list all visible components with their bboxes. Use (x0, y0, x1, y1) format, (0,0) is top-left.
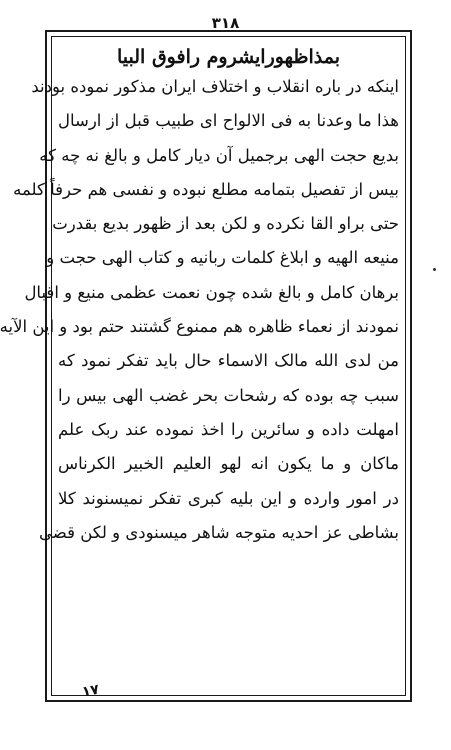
text-block (0, 70, 399, 550)
text-line: نمودند از نعماء ظاهره هم ممنوع گشتند حتم بود و این الآیه (0, 317, 399, 337)
text-line: اینکه در باره انقلاب و اختلاف ایران مذکور نموده بودند (31, 77, 399, 96)
page-number: ۳۱۸ (211, 14, 240, 32)
text-line: منیعه الهیه و ابلاغ کلمات ربانیه و کتاب الهی حجت و (46, 248, 399, 268)
text-line: هذا ما وعدنا به فی الالواح ای طبیب قبل از ارسال (58, 111, 399, 131)
text-line: بدیع حجت الهی برجمیل آن دیار کامل و بالغ نه چه که (39, 145, 399, 165)
section-heading: بمذاظهورايشروم رافوق البيا (117, 46, 340, 68)
text-line: امهلت داده و سائرین را اخذ نموده عند ربک علم (58, 419, 399, 439)
margin-dot (433, 268, 436, 271)
text-line: بیس از تفصیل بتمامه مطلع نبوده و نفسی هم حرفاً کلمه (13, 179, 399, 199)
text-line: ماکان و ما یکون انه لهو العلیم الخبیر الکرناس (58, 454, 399, 474)
text-line: سبب چه بوده که رشحات بحر غضب الهی بیس را (58, 385, 399, 405)
text-line: من لدی الله مالک الاسماء حال باید تفکر نمود که (58, 351, 399, 371)
text-line: حتی براو القا نکرده و لکن بعد از ظهور بدیع بقدرت (52, 214, 399, 234)
text-line: بشاطی عز احدیه متوجه شاهر میسنودی و لکن قضی (39, 522, 399, 542)
footer-mark: ۱۷ (80, 681, 101, 701)
text-line: در امور وارده و این بلیه کبری تفکر نمیسنوند کلا (58, 488, 399, 508)
text-line: برهان کامل و بالغ شده چون نعمت عظمی منیع و اقبال (24, 282, 399, 302)
